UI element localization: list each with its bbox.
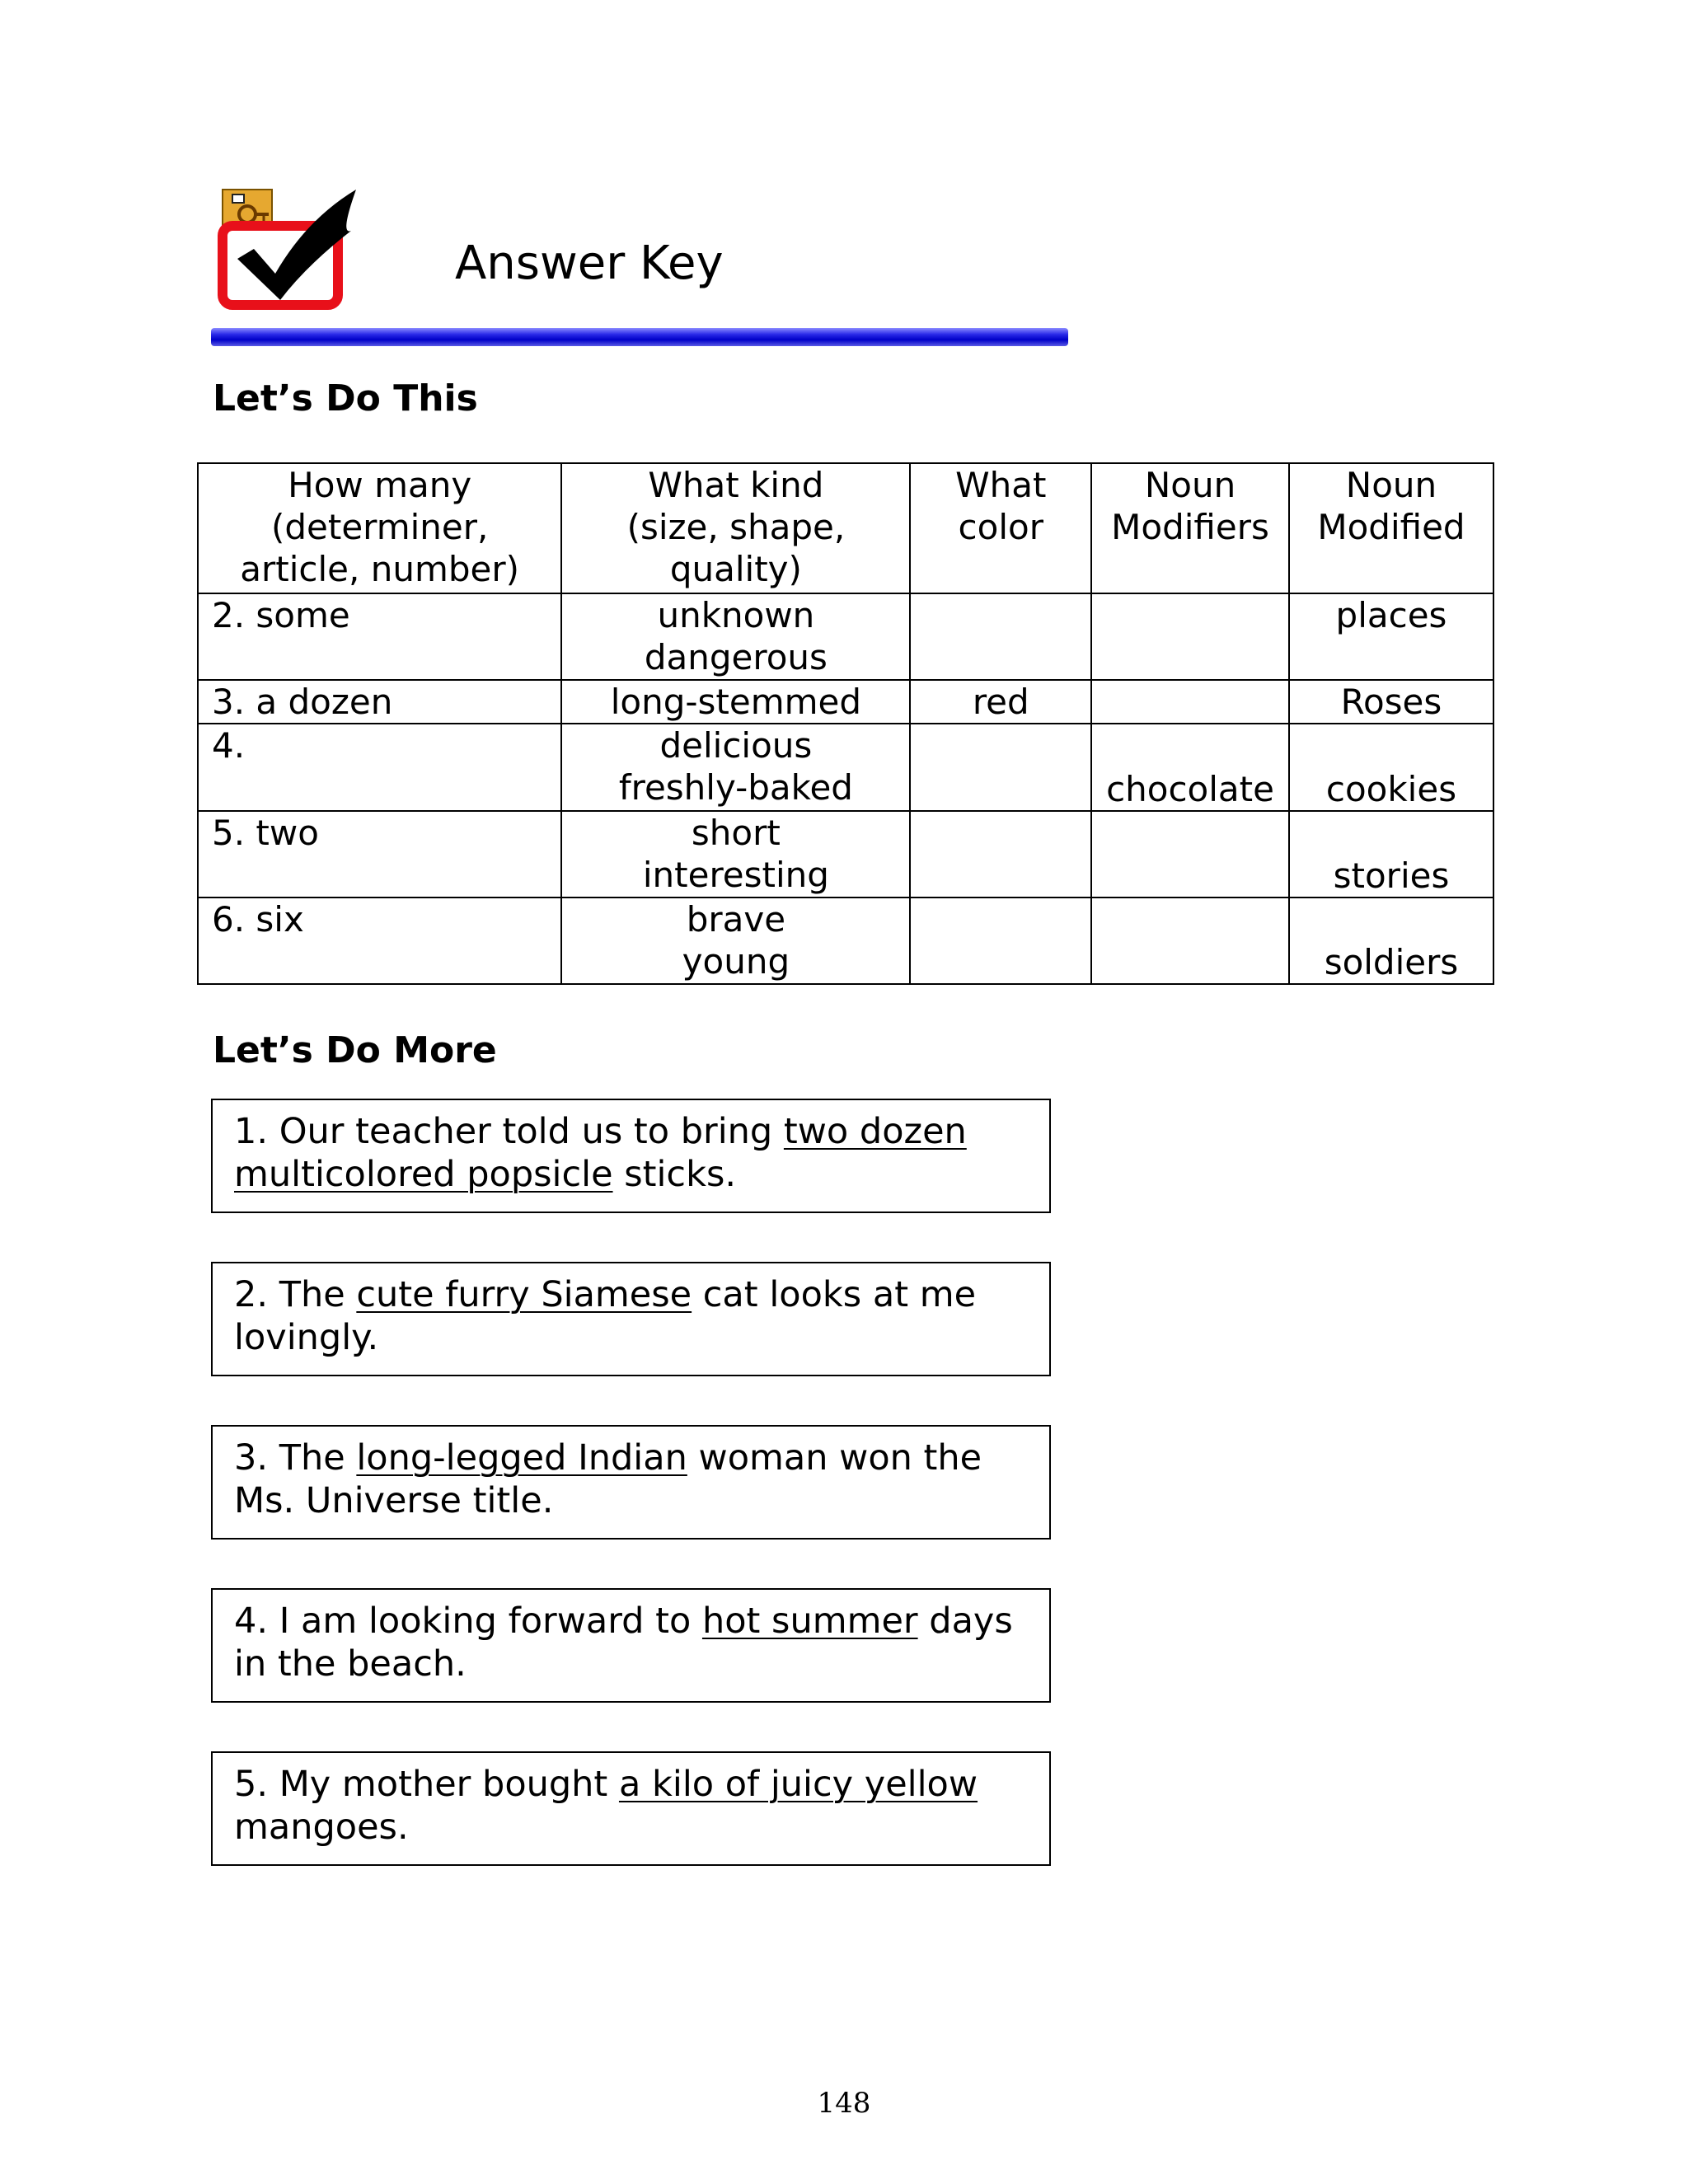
page-title: Answer Key bbox=[455, 237, 724, 290]
header-how-many: How many (determiner, article, number) bbox=[198, 463, 561, 593]
header-what-color: What color bbox=[910, 463, 1091, 593]
sentence-box: 3. The long-legged Indian woman won the Ms. Universe title. bbox=[211, 1425, 1051, 1540]
cell-noun-modifiers: chocolate bbox=[1091, 724, 1289, 811]
cell-noun-modified: stories bbox=[1289, 811, 1493, 898]
sentence-box: 5. My mother bought a kilo of juicy yellow mangoes. bbox=[211, 1751, 1051, 1866]
table-row bbox=[198, 898, 1493, 984]
cell-what-kind: brave young bbox=[561, 898, 910, 984]
modifiers-table bbox=[197, 462, 1494, 985]
cell-how-many: 2. some bbox=[198, 593, 561, 680]
cell-what-color bbox=[910, 724, 1091, 811]
cell-how-many: 6. six bbox=[198, 898, 561, 984]
cell-what-color bbox=[910, 898, 1091, 984]
cell-noun-modifiers bbox=[1091, 680, 1289, 724]
section-heading-lets-do-this: Let’s Do This bbox=[213, 377, 478, 419]
table-row bbox=[198, 724, 1493, 811]
cell-what-kind: short interesting bbox=[561, 811, 910, 898]
cell-how-many: 4. bbox=[198, 724, 561, 811]
cell-what-color bbox=[910, 593, 1091, 680]
sentence-box: 2. The cute furry Siamese cat looks at me lovingly. bbox=[211, 1262, 1051, 1376]
sentence-box: 1. Our teacher told us to bring two dozen multicolored popsicle sticks. bbox=[211, 1099, 1051, 1213]
table-row bbox=[198, 811, 1493, 898]
cell-what-color: red bbox=[910, 680, 1091, 724]
section-heading-lets-do-more: Let’s Do More bbox=[213, 1029, 497, 1071]
cell-how-many: 5. two bbox=[198, 811, 561, 898]
table-header-row bbox=[198, 463, 1493, 593]
header-noun-modified: Noun Modified bbox=[1289, 463, 1493, 593]
cell-noun-modified: soldiers bbox=[1289, 898, 1493, 984]
cell-noun-modified: cookies bbox=[1289, 724, 1493, 811]
cell-noun-modified: places bbox=[1289, 593, 1493, 680]
title-rule bbox=[211, 328, 1068, 346]
cell-what-kind: long-stemmed bbox=[561, 680, 910, 724]
sentence-box: 4. I am looking forward to hot summer days in the beach. bbox=[211, 1588, 1051, 1703]
cell-noun-modified: Roses bbox=[1289, 680, 1493, 724]
header-noun-modifiers: Noun Modifiers bbox=[1091, 463, 1289, 593]
table-row bbox=[198, 680, 1493, 724]
cell-what-color bbox=[910, 811, 1091, 898]
cell-what-kind: unknown dangerous bbox=[561, 593, 910, 680]
answer-key-checkmark-icon bbox=[216, 186, 363, 313]
table-row bbox=[198, 593, 1493, 680]
cell-how-many: 3. a dozen bbox=[198, 680, 561, 724]
cell-noun-modifiers bbox=[1091, 898, 1289, 984]
cell-what-kind: delicious freshly-baked bbox=[561, 724, 910, 811]
cell-noun-modifiers bbox=[1091, 811, 1289, 898]
cell-noun-modifiers bbox=[1091, 593, 1289, 680]
header-what-kind: What kind (size, shape, quality) bbox=[561, 463, 910, 593]
page-number: 148 bbox=[817, 2087, 871, 2120]
